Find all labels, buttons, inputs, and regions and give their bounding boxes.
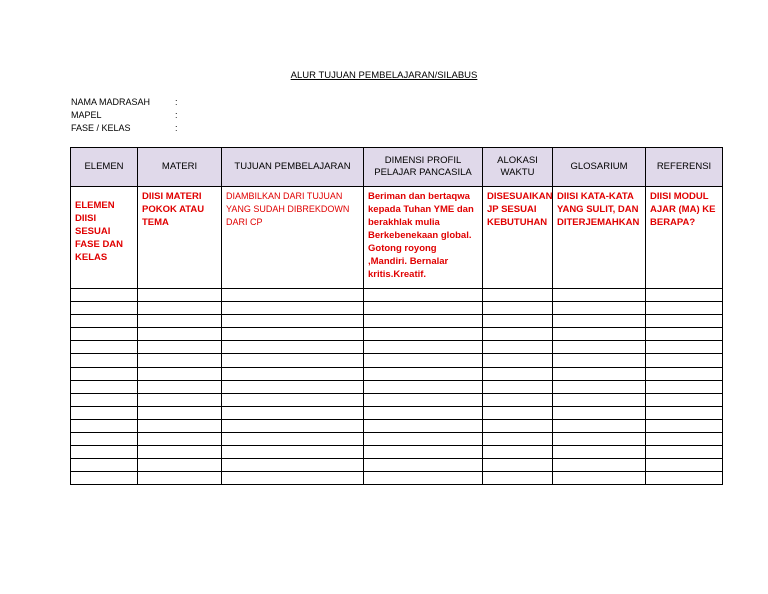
empty-cell bbox=[553, 302, 646, 315]
empty-cell bbox=[138, 302, 222, 315]
empty-cell bbox=[646, 472, 723, 485]
header-referensi: REFERENSI bbox=[646, 148, 723, 187]
empty-cell bbox=[553, 393, 646, 406]
empty-cell bbox=[553, 354, 646, 367]
empty-cell bbox=[138, 354, 222, 367]
empty-cell bbox=[71, 406, 138, 419]
content-row bbox=[71, 187, 723, 289]
empty-cell bbox=[364, 446, 483, 459]
empty-cell bbox=[71, 354, 138, 367]
empty-cell bbox=[222, 419, 364, 432]
empty-cell bbox=[646, 446, 723, 459]
empty-cell bbox=[71, 328, 138, 341]
table-row bbox=[71, 433, 723, 446]
cell-referensi: DIISI MODUL AJAR (MA) KE BERAPA? bbox=[646, 187, 723, 289]
empty-cell bbox=[71, 472, 138, 485]
cell-tujuan: DIAMBILKAN DARI TUJUAN YANG SUDAH DIBREKDOWN DARI CP bbox=[222, 187, 364, 289]
meta-label: FASE / KELAS bbox=[71, 123, 131, 133]
empty-cell bbox=[553, 472, 646, 485]
empty-cell bbox=[71, 446, 138, 459]
table-row bbox=[71, 341, 723, 354]
empty-cell bbox=[553, 459, 646, 472]
empty-cell bbox=[364, 419, 483, 432]
table-row bbox=[71, 406, 723, 419]
empty-cell bbox=[553, 446, 646, 459]
empty-cell bbox=[483, 472, 553, 485]
empty-cell bbox=[483, 406, 553, 419]
empty-cell bbox=[364, 406, 483, 419]
table-row bbox=[71, 472, 723, 485]
empty-cell bbox=[553, 328, 646, 341]
header-tujuan-pembelajaran: TUJUAN PEMBELAJARAN bbox=[222, 148, 364, 187]
cell-elemen: ELEMEN DIISI SESUAI FASE DAN KELAS bbox=[71, 187, 138, 289]
empty-cell bbox=[483, 419, 553, 432]
empty-cell bbox=[646, 419, 723, 432]
header-glosarium: GLOSARIUM bbox=[553, 148, 646, 187]
meta-label: NAMA MADRASAH bbox=[71, 97, 151, 107]
empty-cell bbox=[553, 380, 646, 393]
empty-cell bbox=[138, 393, 222, 406]
meta-row-fase-kelas bbox=[71, 122, 185, 135]
empty-cell bbox=[646, 328, 723, 341]
empty-cell bbox=[364, 472, 483, 485]
empty-cell bbox=[364, 393, 483, 406]
empty-cell bbox=[364, 459, 483, 472]
empty-cell bbox=[222, 302, 364, 315]
cell-glosarium: DIISI KATA-KATA YANG SULIT, DAN DITERJEMAHKAN bbox=[553, 187, 646, 289]
table-row bbox=[71, 393, 723, 406]
empty-cell bbox=[553, 406, 646, 419]
meta-label: MAPEL bbox=[71, 110, 102, 120]
empty-cell bbox=[646, 341, 723, 354]
cell-dimensi: Beriman dan bertaqwa kepada Tuhan YME dan berakhlak mulia Berkebenekaan global. Gotong royong ,Mandiri. Bernalar kritis.Kreatif. bbox=[364, 187, 483, 289]
table-row bbox=[71, 354, 723, 367]
table-row bbox=[71, 367, 723, 380]
table-row bbox=[71, 315, 723, 328]
meta-colon: : bbox=[175, 97, 178, 107]
cell-alokasi: DISESUAIKAN JP SESUAI KEBUTUHAN bbox=[483, 187, 553, 289]
empty-cell bbox=[483, 433, 553, 446]
empty-cell bbox=[71, 459, 138, 472]
empty-cell bbox=[138, 289, 222, 302]
empty-cell bbox=[364, 367, 483, 380]
empty-cell bbox=[553, 419, 646, 432]
syllabus-table bbox=[70, 147, 723, 485]
empty-cell bbox=[483, 459, 553, 472]
empty-cell bbox=[138, 341, 222, 354]
empty-cell bbox=[222, 328, 364, 341]
empty-cell bbox=[646, 406, 723, 419]
empty-cell bbox=[364, 302, 483, 315]
empty-cell bbox=[646, 289, 723, 302]
empty-cell bbox=[553, 341, 646, 354]
meta-colon: : bbox=[175, 110, 178, 120]
empty-cell bbox=[138, 419, 222, 432]
empty-cell bbox=[222, 341, 364, 354]
meta-block bbox=[71, 96, 185, 135]
empty-cell bbox=[71, 419, 138, 432]
empty-cell bbox=[138, 406, 222, 419]
empty-cell bbox=[364, 289, 483, 302]
empty-cell bbox=[138, 446, 222, 459]
header-materi: MATERI bbox=[138, 148, 222, 187]
empty-cell bbox=[483, 341, 553, 354]
empty-cell bbox=[364, 341, 483, 354]
empty-cell bbox=[483, 328, 553, 341]
empty-cell bbox=[483, 289, 553, 302]
document-title: ALUR TUJUAN PEMBELAJARAN/SILABUS bbox=[290, 70, 478, 81]
empty-cell bbox=[71, 380, 138, 393]
empty-cell bbox=[646, 393, 723, 406]
empty-cell bbox=[483, 380, 553, 393]
empty-cell bbox=[364, 328, 483, 341]
empty-cell bbox=[222, 459, 364, 472]
empty-cell bbox=[646, 459, 723, 472]
empty-cell bbox=[553, 315, 646, 328]
empty-cell bbox=[222, 380, 364, 393]
empty-cell bbox=[364, 315, 483, 328]
empty-cell bbox=[483, 302, 553, 315]
empty-cell bbox=[138, 380, 222, 393]
empty-cell bbox=[364, 433, 483, 446]
empty-cell bbox=[71, 289, 138, 302]
empty-cell bbox=[71, 302, 138, 315]
meta-colon: : bbox=[175, 123, 178, 133]
empty-cell bbox=[483, 315, 553, 328]
empty-cell bbox=[71, 341, 138, 354]
empty-cell bbox=[364, 380, 483, 393]
table-row bbox=[71, 459, 723, 472]
header-row bbox=[71, 148, 723, 187]
table-row bbox=[71, 302, 723, 315]
empty-cell bbox=[646, 367, 723, 380]
empty-cell bbox=[646, 315, 723, 328]
meta-row-mapel bbox=[71, 109, 185, 122]
empty-cell bbox=[483, 393, 553, 406]
empty-cell bbox=[138, 472, 222, 485]
empty-cell bbox=[71, 433, 138, 446]
empty-cell bbox=[222, 354, 364, 367]
header-alokasi-waktu: ALOKASI WAKTU bbox=[483, 148, 553, 187]
table-row bbox=[71, 380, 723, 393]
empty-cell bbox=[646, 433, 723, 446]
empty-cell bbox=[222, 367, 364, 380]
empty-cell bbox=[222, 315, 364, 328]
empty-cell bbox=[483, 367, 553, 380]
empty-cell bbox=[222, 393, 364, 406]
empty-cell bbox=[364, 354, 483, 367]
empty-cell bbox=[138, 328, 222, 341]
empty-cell bbox=[553, 367, 646, 380]
empty-cell bbox=[483, 446, 553, 459]
empty-cell bbox=[71, 315, 138, 328]
empty-cell bbox=[222, 446, 364, 459]
meta-row-madrasah bbox=[71, 96, 185, 109]
header-dimensi-profil: DIMENSI PROFIL PELAJAR PANCASILA bbox=[364, 148, 483, 187]
cell-materi: DIISI MATERI POKOK ATAU TEMA bbox=[138, 187, 222, 289]
empty-cell bbox=[138, 367, 222, 380]
empty-cell bbox=[222, 472, 364, 485]
empty-cell bbox=[553, 289, 646, 302]
empty-cell bbox=[138, 315, 222, 328]
empty-cell bbox=[553, 433, 646, 446]
empty-cell bbox=[222, 406, 364, 419]
table-row bbox=[71, 328, 723, 341]
empty-cell bbox=[71, 393, 138, 406]
empty-cell bbox=[138, 459, 222, 472]
empty-cell bbox=[222, 433, 364, 446]
table-row bbox=[71, 289, 723, 302]
table-row bbox=[71, 446, 723, 459]
empty-cell bbox=[646, 354, 723, 367]
empty-cell bbox=[646, 380, 723, 393]
empty-cell bbox=[646, 302, 723, 315]
empty-cell bbox=[138, 433, 222, 446]
empty-cell bbox=[483, 354, 553, 367]
empty-cell bbox=[222, 289, 364, 302]
header-elemen: ELEMEN bbox=[71, 148, 138, 187]
empty-cell bbox=[71, 367, 138, 380]
table-row bbox=[71, 419, 723, 432]
